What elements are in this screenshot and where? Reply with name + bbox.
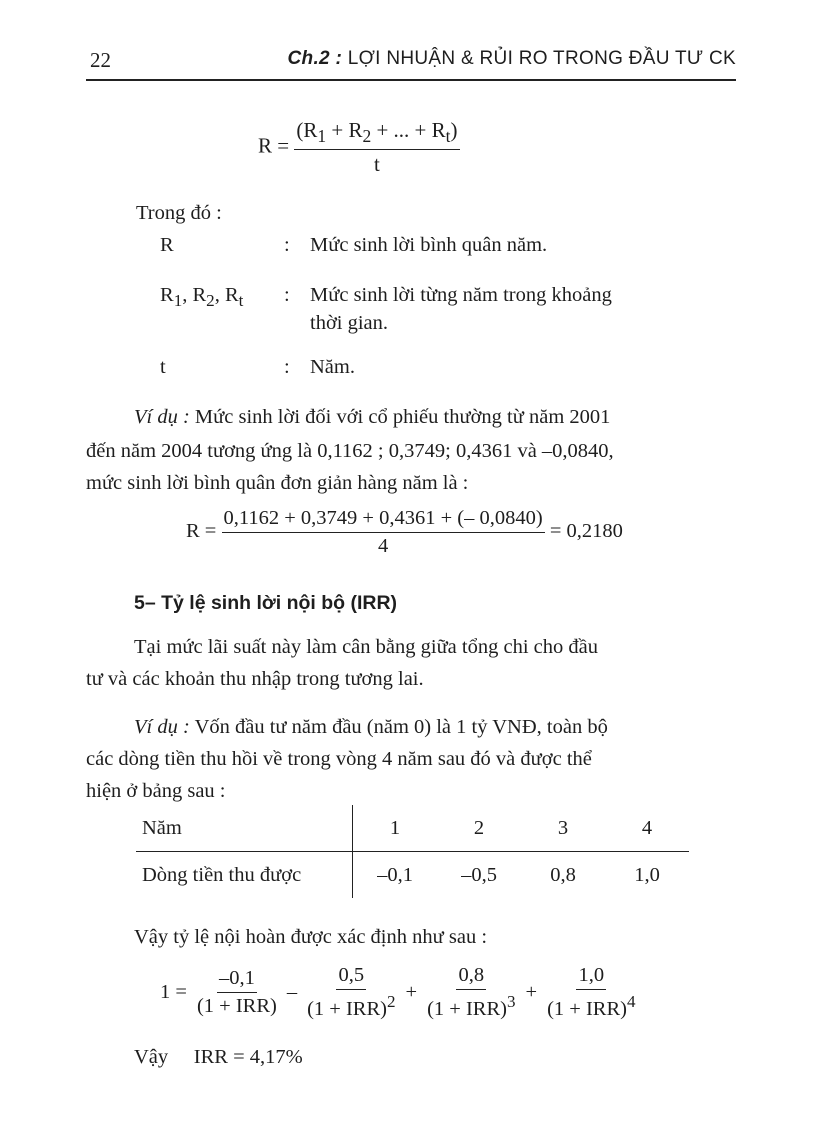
where-label: Trong đó : bbox=[136, 202, 222, 224]
table-cell: 1 bbox=[353, 805, 438, 852]
irr-para-line2: tư và các khoản thu nhập trong tương lai. bbox=[86, 668, 424, 690]
formula3-num: 0,8 bbox=[456, 964, 486, 990]
formula3-exp: 2 bbox=[386, 992, 396, 1011]
example2-line1: Ví dụ : Vốn đầu tư năm đầu (năm 0) là 1 tỷ VNĐ, toàn bộ bbox=[134, 716, 608, 738]
example1-line1: Ví dụ : Mức sinh lời đối với cổ phiếu thường từ năm 2001 bbox=[134, 406, 611, 428]
section-heading-irr: 5– Tỷ lệ sinh lời nội bộ (IRR) bbox=[134, 592, 398, 614]
formula3-term bbox=[307, 964, 395, 1021]
result-label: Vậy bbox=[134, 1046, 169, 1068]
def-desc-r: Mức sinh lời bình quân năm. bbox=[310, 234, 548, 256]
def-sep: : bbox=[284, 284, 290, 306]
formula-average-return bbox=[258, 118, 460, 177]
formula3-den-wrap bbox=[427, 990, 515, 1021]
formula3-sign: – bbox=[286, 980, 298, 1003]
table-header-cashflow: Dòng tiền thu được bbox=[136, 852, 353, 899]
formula3-sign: + bbox=[405, 980, 418, 1003]
formula1-fraction bbox=[294, 118, 459, 177]
def-sep: : bbox=[284, 356, 290, 378]
def-desc-ri: Mức sinh lời từng năm trong khoảng bbox=[310, 284, 612, 306]
header-rule bbox=[86, 79, 736, 81]
formula3-term bbox=[547, 964, 635, 1021]
chapter-label: Ch.2 : bbox=[287, 48, 343, 69]
formula3-term bbox=[427, 964, 515, 1021]
table-cell: 3 bbox=[521, 805, 605, 852]
table-row bbox=[136, 852, 689, 899]
formula1-denominator: t bbox=[374, 152, 380, 177]
table-cell: 2 bbox=[437, 805, 521, 852]
formula3-den: (1 + IRR) bbox=[307, 997, 387, 1020]
formula3-den-wrap bbox=[547, 990, 635, 1021]
formula3-den: (1 + IRR) bbox=[547, 997, 627, 1020]
result-value: IRR = 4,17% bbox=[193, 1046, 303, 1068]
def-term-r1-r2-rt: $R_1$, $R_2$, $R_t$ bbox=[160, 284, 244, 311]
cashflow-table bbox=[136, 805, 689, 898]
table-cell: –0,5 bbox=[461, 863, 497, 886]
table-cell: 0,8 bbox=[550, 863, 576, 886]
formula3-lhs: 1 = bbox=[160, 980, 187, 1003]
def-sep: : bbox=[284, 234, 290, 256]
formula-irr bbox=[160, 964, 636, 1021]
formula2-lhs: R = bbox=[186, 520, 217, 543]
table-row bbox=[136, 805, 689, 852]
page-number: 22 bbox=[90, 48, 111, 72]
formula3-exp: 4 bbox=[626, 992, 636, 1011]
formula3-num: –0,1 bbox=[217, 967, 257, 993]
table-cell: –0,1 bbox=[377, 863, 413, 886]
table-cell: 1,0 bbox=[634, 863, 660, 886]
formula3-den-wrap bbox=[307, 990, 395, 1021]
def-desc-ri-cont: thời gian. bbox=[310, 312, 389, 334]
table-cell: 4 bbox=[605, 805, 689, 852]
example2-label: Ví dụ : bbox=[134, 716, 190, 738]
example1-label: Ví dụ : bbox=[134, 406, 190, 428]
def-desc-t: Năm. bbox=[310, 356, 355, 378]
irr-result bbox=[134, 1040, 303, 1074]
formula2-fraction bbox=[222, 507, 545, 558]
formula1-lhs: R = bbox=[258, 133, 290, 158]
formula3-num: 0,5 bbox=[336, 964, 366, 990]
running-header bbox=[288, 48, 736, 70]
formula2-denominator: 4 bbox=[377, 535, 389, 557]
formula3-exp: 3 bbox=[506, 992, 516, 1011]
def-term-r: R bbox=[160, 234, 174, 256]
example1-line2: đến năm 2004 tương ứng là 0,1162 ; 0,3749; 0,4361 và –0,0840, bbox=[86, 440, 614, 462]
formula-example-average bbox=[186, 507, 623, 558]
formula3-num: 1,0 bbox=[576, 964, 606, 990]
example2-line2: các dòng tiền thu hồi về trong vòng 4 năm sau đó và được thể bbox=[86, 748, 592, 770]
irr-para-line1: Tại mức lãi suất này làm cân bằng giữa tổng chi cho đầu bbox=[134, 636, 598, 658]
formula3-den: (1 + IRR) bbox=[427, 997, 507, 1020]
table-header-year: Năm bbox=[136, 805, 353, 852]
formula2-numerator: 0,1162 + 0,3749 + 0,4361 + (– 0,0840) bbox=[222, 507, 545, 533]
formula3-term bbox=[197, 967, 277, 1018]
formula3-den: (1 + IRR) bbox=[196, 994, 277, 1017]
irr-intro: Vậy tỷ lệ nội hoàn được xác định như sau : bbox=[134, 926, 488, 948]
formula2-result: = 0,2180 bbox=[549, 520, 623, 543]
def-term-t: t bbox=[160, 356, 166, 378]
chapter-title: LỢI NHUẬN & RỦI RO TRONG ĐẦU TƯ CK bbox=[347, 48, 736, 69]
example1-line3: mức sinh lời bình quân đơn giản hàng năm là : bbox=[86, 472, 469, 494]
formula1-numerator: ($R_1 + R_2$ + ... + $R_t$) bbox=[294, 118, 459, 150]
example2-line3: hiện ở bảng sau : bbox=[86, 780, 226, 802]
formula3-sign: + bbox=[525, 980, 538, 1003]
